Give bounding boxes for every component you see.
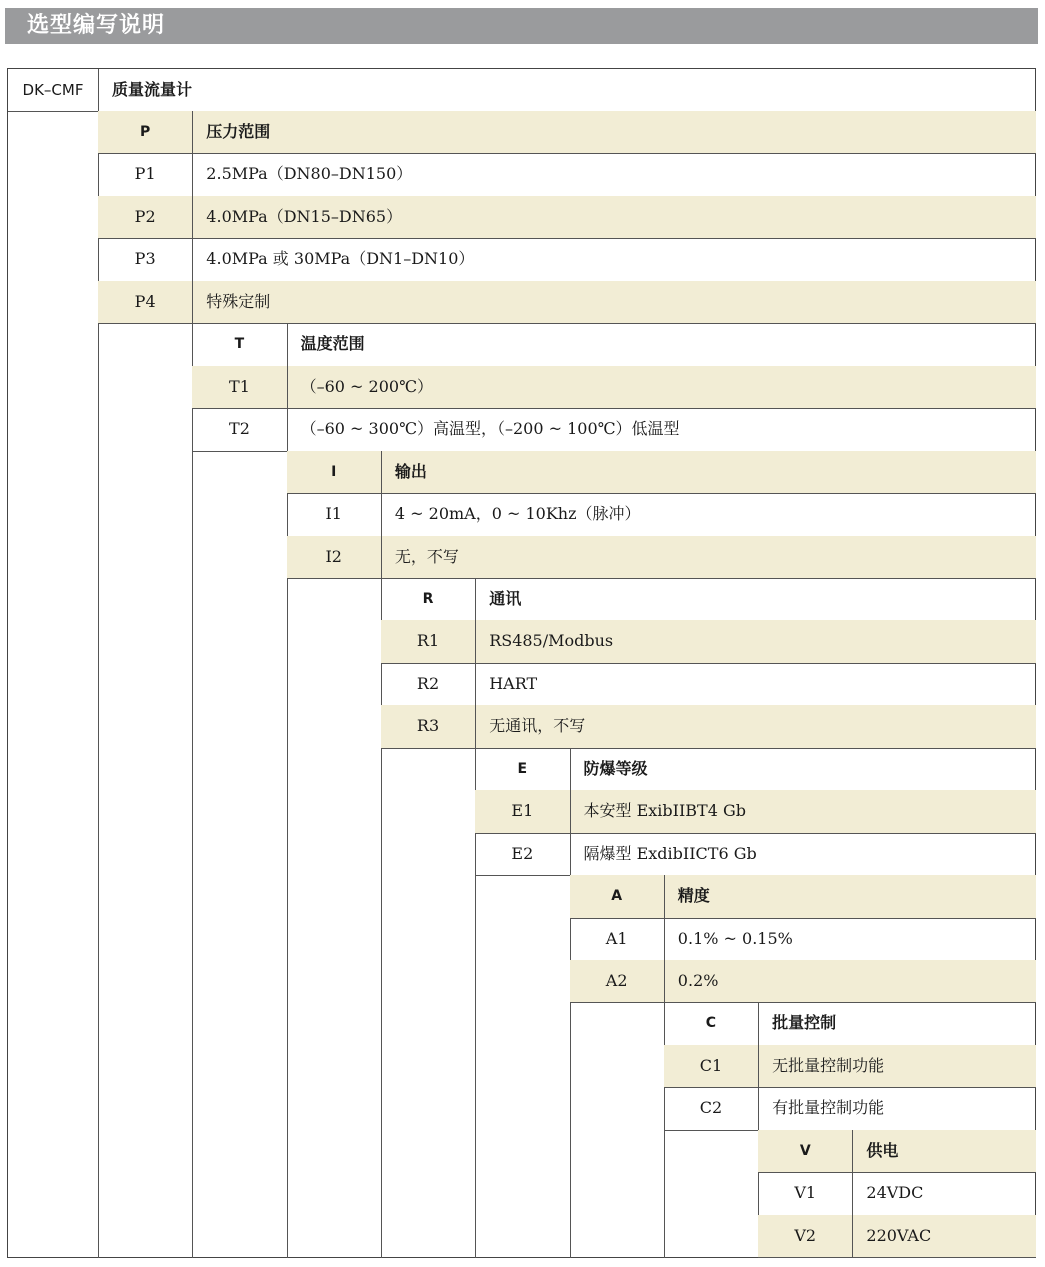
option-code-power: V2 xyxy=(794,1225,817,1245)
option-label-communication: 无通讯，不写 xyxy=(489,716,586,736)
option-code-batch: C2 xyxy=(699,1098,723,1118)
row-rule xyxy=(758,1257,1036,1258)
row-rule xyxy=(381,663,1036,664)
option-label-temperature: （–60 ~ 200℃） xyxy=(300,376,433,396)
option-code-pressure: P4 xyxy=(134,291,156,311)
group-label-power: 供电 xyxy=(866,1140,899,1160)
option-label-communication: HART xyxy=(489,673,538,693)
group-label-explosion: 防爆等级 xyxy=(583,758,648,778)
model-code: DK–CMF xyxy=(22,81,84,99)
option-code-pressure: P1 xyxy=(134,164,156,184)
option-label-explosion: 本安型 ExibIIBT4 Gb xyxy=(583,801,747,821)
option-label-power: 24VDC xyxy=(866,1183,924,1203)
option-code-explosion: E2 xyxy=(511,843,534,863)
option-label-batch: 有批量控制功能 xyxy=(772,1098,885,1118)
option-label-output: 无，不写 xyxy=(394,546,459,566)
option-code-temperature: T1 xyxy=(229,376,250,396)
option-code-communication: R1 xyxy=(416,631,440,651)
group-label-output: 输出 xyxy=(394,461,427,481)
group-code-output: I xyxy=(331,463,337,480)
option-label-pressure: 2.5MPa（DN80–DN150） xyxy=(206,164,413,184)
option-code-output: I1 xyxy=(325,504,342,524)
option-label-power: 220VAC xyxy=(866,1225,932,1245)
option-label-accuracy: 0.2% xyxy=(677,971,719,990)
option-code-pressure: P3 xyxy=(134,249,156,269)
option-code-temperature: T2 xyxy=(229,419,250,439)
option-code-accuracy: A1 xyxy=(605,928,628,948)
group-label-communication: 通讯 xyxy=(489,588,522,608)
option-code-accuracy: A2 xyxy=(605,971,628,990)
group-label-accuracy: 精度 xyxy=(677,886,710,906)
col-rule xyxy=(381,451,382,1258)
option-label-pressure: 4.0MPa（DN15–DN65） xyxy=(206,206,403,226)
col-rule xyxy=(192,111,193,1258)
option-label-explosion: 隔爆型 ExdibIICT6 Gb xyxy=(583,843,757,863)
option-label-batch: 无批量控制功能 xyxy=(772,1055,885,1075)
group-code-temperature: T xyxy=(234,336,245,353)
option-code-communication: R2 xyxy=(416,673,440,693)
group-label-pressure: 压力范围 xyxy=(206,122,271,141)
option-code-communication: R3 xyxy=(416,716,440,736)
option-code-explosion: E1 xyxy=(511,801,534,821)
model-name: 质量流量计 xyxy=(112,80,193,99)
option-label-output: 4 ~ 20mA，0 ~ 10Khz（脉冲） xyxy=(394,504,641,524)
row-highlight xyxy=(381,705,1036,747)
option-label-communication: RS485/Modbus xyxy=(489,631,614,651)
option-label-pressure: 特殊定制 xyxy=(206,291,271,311)
group-code-explosion: E xyxy=(517,760,528,777)
option-code-output: I2 xyxy=(325,546,342,566)
group-code-communication: R xyxy=(422,590,434,607)
group-label-batch: 批量控制 xyxy=(772,1013,837,1033)
option-code-pressure: P2 xyxy=(134,206,156,226)
group-code-power: V xyxy=(799,1142,811,1159)
option-label-temperature: （–60 ~ 300℃）高温型，（–200 ~ 100℃）低温型 xyxy=(300,419,680,439)
section-title: 选型编写说明 xyxy=(27,13,166,38)
col-rule xyxy=(475,578,476,1258)
option-code-power: V1 xyxy=(794,1183,817,1203)
col-rule xyxy=(852,1130,853,1258)
section-header-bar xyxy=(5,8,1038,44)
option-code-batch: C1 xyxy=(699,1055,723,1075)
group-code-pressure: P xyxy=(140,124,151,140)
option-label-accuracy: 0.1% ~ 0.15% xyxy=(677,928,793,948)
group-code-accuracy: A xyxy=(611,888,623,905)
option-label-pressure: 4.0MPa 或 30MPa（DN1–DN10） xyxy=(206,249,475,269)
group-code-batch: C xyxy=(705,1015,717,1032)
group-label-temperature: 温度范围 xyxy=(300,334,365,354)
row-highlight xyxy=(381,620,1036,662)
